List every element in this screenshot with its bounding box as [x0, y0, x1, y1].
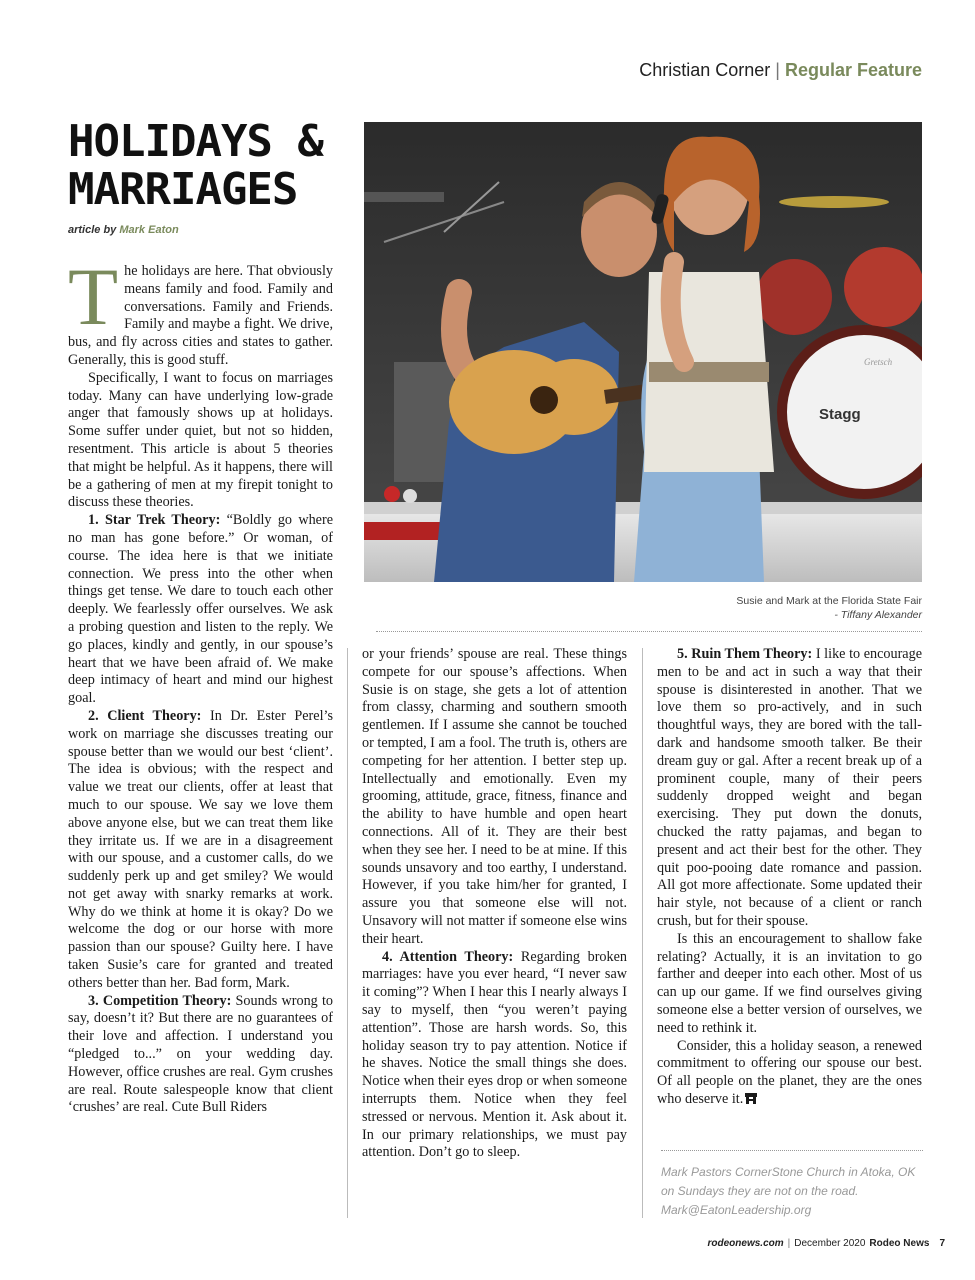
article-column-3 — [657, 646, 922, 1109]
footer-site: rodeonews.com — [707, 1238, 784, 1249]
paragraph-competition-cont: or your friends’ spouse are real. These things compete for our spouse’s affections. When Susie is on stage, she gets a lot of attention from classy, charming and southern smooth gentlemen. If I assume she cannot be touched or tempted, I am a fool. The truth is, others are competing for her attention. I better step up. Intellectually and emotionally. Even my grooming, attitude, grace, fitness, finance and the ability to have humble and open heart connections. All of it. They are their best when they see her. I need to be at mine. If this sounds unsavory and too earthy, I understand. However, if you take him/her for granted, I assure you that someone else will not. Unsavory will not matter if someone else wins their heart. — [362, 646, 627, 947]
footer-separator: | — [787, 1238, 791, 1249]
paragraph-1: The holidays are here. That obviously means family and food. Family and conversations. Family and Friends. Family and maybe a fight. We drive, bus, and fly across cities and states to gather. Generally, this is good stuff. — [68, 251, 333, 368]
column-rule-1 — [347, 648, 348, 1218]
photo-illustration — [364, 122, 922, 582]
header-separator: | — [775, 60, 780, 80]
paragraph-ruin-them: 5. Ruin Them Theory: I like to encourage men to be and act in such a way that their spouse is disinterested in another. That we love them so pro-actively, and in such thoughtful ways, they are bored with the tall-dark and handsome smooth talker. Be their dream guy or gal. After a recent break up of a prominent couple, many of their peers suddenly dropped weight and began exercising. They put down the donuts, chucked the ratty pajamas, and began to present and act their best for the other. They quit poo-pooing date romance and passion. All got more affectionate. Some updated their hair style, not because of a client or ranch crush, but for their spouse. — [657, 646, 922, 929]
byline-prefix: article by — [68, 224, 117, 236]
section-name: Christian Corner — [639, 60, 771, 80]
paragraph-8: Is this an encouragement to shallow fake relating? Actually, it is an invitation to go farther and deeper into each other. Most of us can up our game. If we find ourselves giving someone else a better version of ourselves, we need to rethink it. — [657, 930, 922, 1036]
bio-divider — [661, 1150, 923, 1151]
paragraph-2: Specifically, I want to focus on marriages today. Many can have underlying low-grade anger that famously shows up at holidays. Some suffer under quiet, but not so hidden, resentment. This article is about 5 theories that might be helpful. As it happens, there will be a gathering of men at my firepit tonight to discuss these theories. — [68, 369, 333, 511]
theory-heading: 1. Star Trek Theory: — [88, 512, 221, 529]
drum-brand-stagg: Stagg — [819, 406, 861, 423]
theory-heading: 2. Client Theory: — [88, 707, 202, 724]
title-line-2: MARRIAGES — [68, 164, 298, 215]
photo-caption — [736, 594, 922, 622]
photo-credit: - Tiffany Alexander — [834, 609, 922, 621]
paragraph-client: 2. Client Theory: In Dr. Ester Perel’s work on marriage she discusses treating our spouse better than we would our best ‘client’. The idea is obvious; with the respect and value we treat our clients, offer at least that much to our spouse. We say we love them above anyone else, but we can treat them like they irritate us. If we are in a disagreement with our spouse, and a customer calls, do we suddenly perk up and get smiley? We would not get away with snarky remarks at work. Why do we think at home it is okay? Do we welcome the dog or our horse with more passion than our spouse? Guilty here. I have taken Susie’s care for granted and treated others better than her. Bad form, Mark. — [68, 707, 333, 991]
theory-heading: 4. Attention Theory: — [382, 948, 514, 965]
theory-heading: 3. Competition Theory: — [88, 992, 232, 1009]
drop-cap: T — [68, 251, 119, 342]
byline — [68, 224, 179, 236]
paragraph-attention: 4. Attention Theory: Regarding broken marriages: have you ever heard, “I never saw it coming”? When I hear this I nearly always I say to myself, then “you weren’t paying attention”. Those are harsh words. So, this holiday season try to pay attention. Notice if he shaves. Notice the small things she does. Notice when their eyes drop or when someone interrupts them. Notice when they feel stressed or nervous. Mention it. Ask about it. In our primary relationships, we must pay attention. Don’t go to sleep. — [362, 948, 627, 1161]
article-title — [68, 118, 358, 214]
page-footer — [708, 1238, 945, 1249]
paragraph-9: Consider, this a holiday season, a renewed commitment to offering our spouse our best. Of all people on the planet, they are the ones who deserve it. — [657, 1037, 922, 1107]
paragraph-star-trek: 1. Star Trek Theory: “Boldly go where no man has gone before.” Or woman, of course. The idea here is that we initiate connection. We press into the other when things get tense. We dare to touch each other deeply. We fearlessly offer ourselves. We ask a probing question and listen to the reply. We go places, kindly and gently, in our spouse’s heart that we have been afraid of. We make deep intimacy of heart and mind our highest goal. — [68, 512, 333, 707]
caption-text: Susie and Mark at the Florida State Fair — [736, 595, 922, 607]
article-column-1 — [68, 251, 333, 1117]
footer-date: December 2020 — [794, 1238, 866, 1249]
caption-divider — [376, 631, 922, 632]
drum-brand-gretsch: Gretsch — [864, 357, 893, 367]
page-number: 7 — [939, 1238, 945, 1249]
column-rule-2 — [642, 648, 643, 1218]
feature-label: Regular Feature — [784, 60, 922, 80]
bio-line-2: on Sundays they are not on the road. — [661, 1184, 859, 1198]
paragraph-competition: 3. Competition Theory: Sounds wrong to say, doesn’t it? But there are no guarantees of their love and affection. I understand you “pledged to...” on your wedding day. However, office crushes are real. Gym crushes are real. Route salespeople know that client ‘crushes’ are real. Cute Bull Riders — [68, 992, 333, 1116]
footer-publication: Rodeo News — [869, 1238, 930, 1249]
end-mark-icon — [745, 1093, 757, 1104]
bio-email: Mark@EatonLeadership.org — [661, 1203, 812, 1217]
title-line-1: HOLIDAYS & — [68, 116, 323, 167]
author-name: Mark Eaton — [119, 224, 179, 236]
feature-photo — [364, 122, 922, 582]
theory-heading: 5. Ruin Them Theory: — [677, 646, 813, 662]
author-bio — [661, 1163, 923, 1220]
article-column-2 — [362, 646, 627, 1162]
section-header — [639, 60, 922, 81]
bio-line-1: Mark Pastors CornerStone Church in Atoka, OK — [661, 1165, 916, 1179]
